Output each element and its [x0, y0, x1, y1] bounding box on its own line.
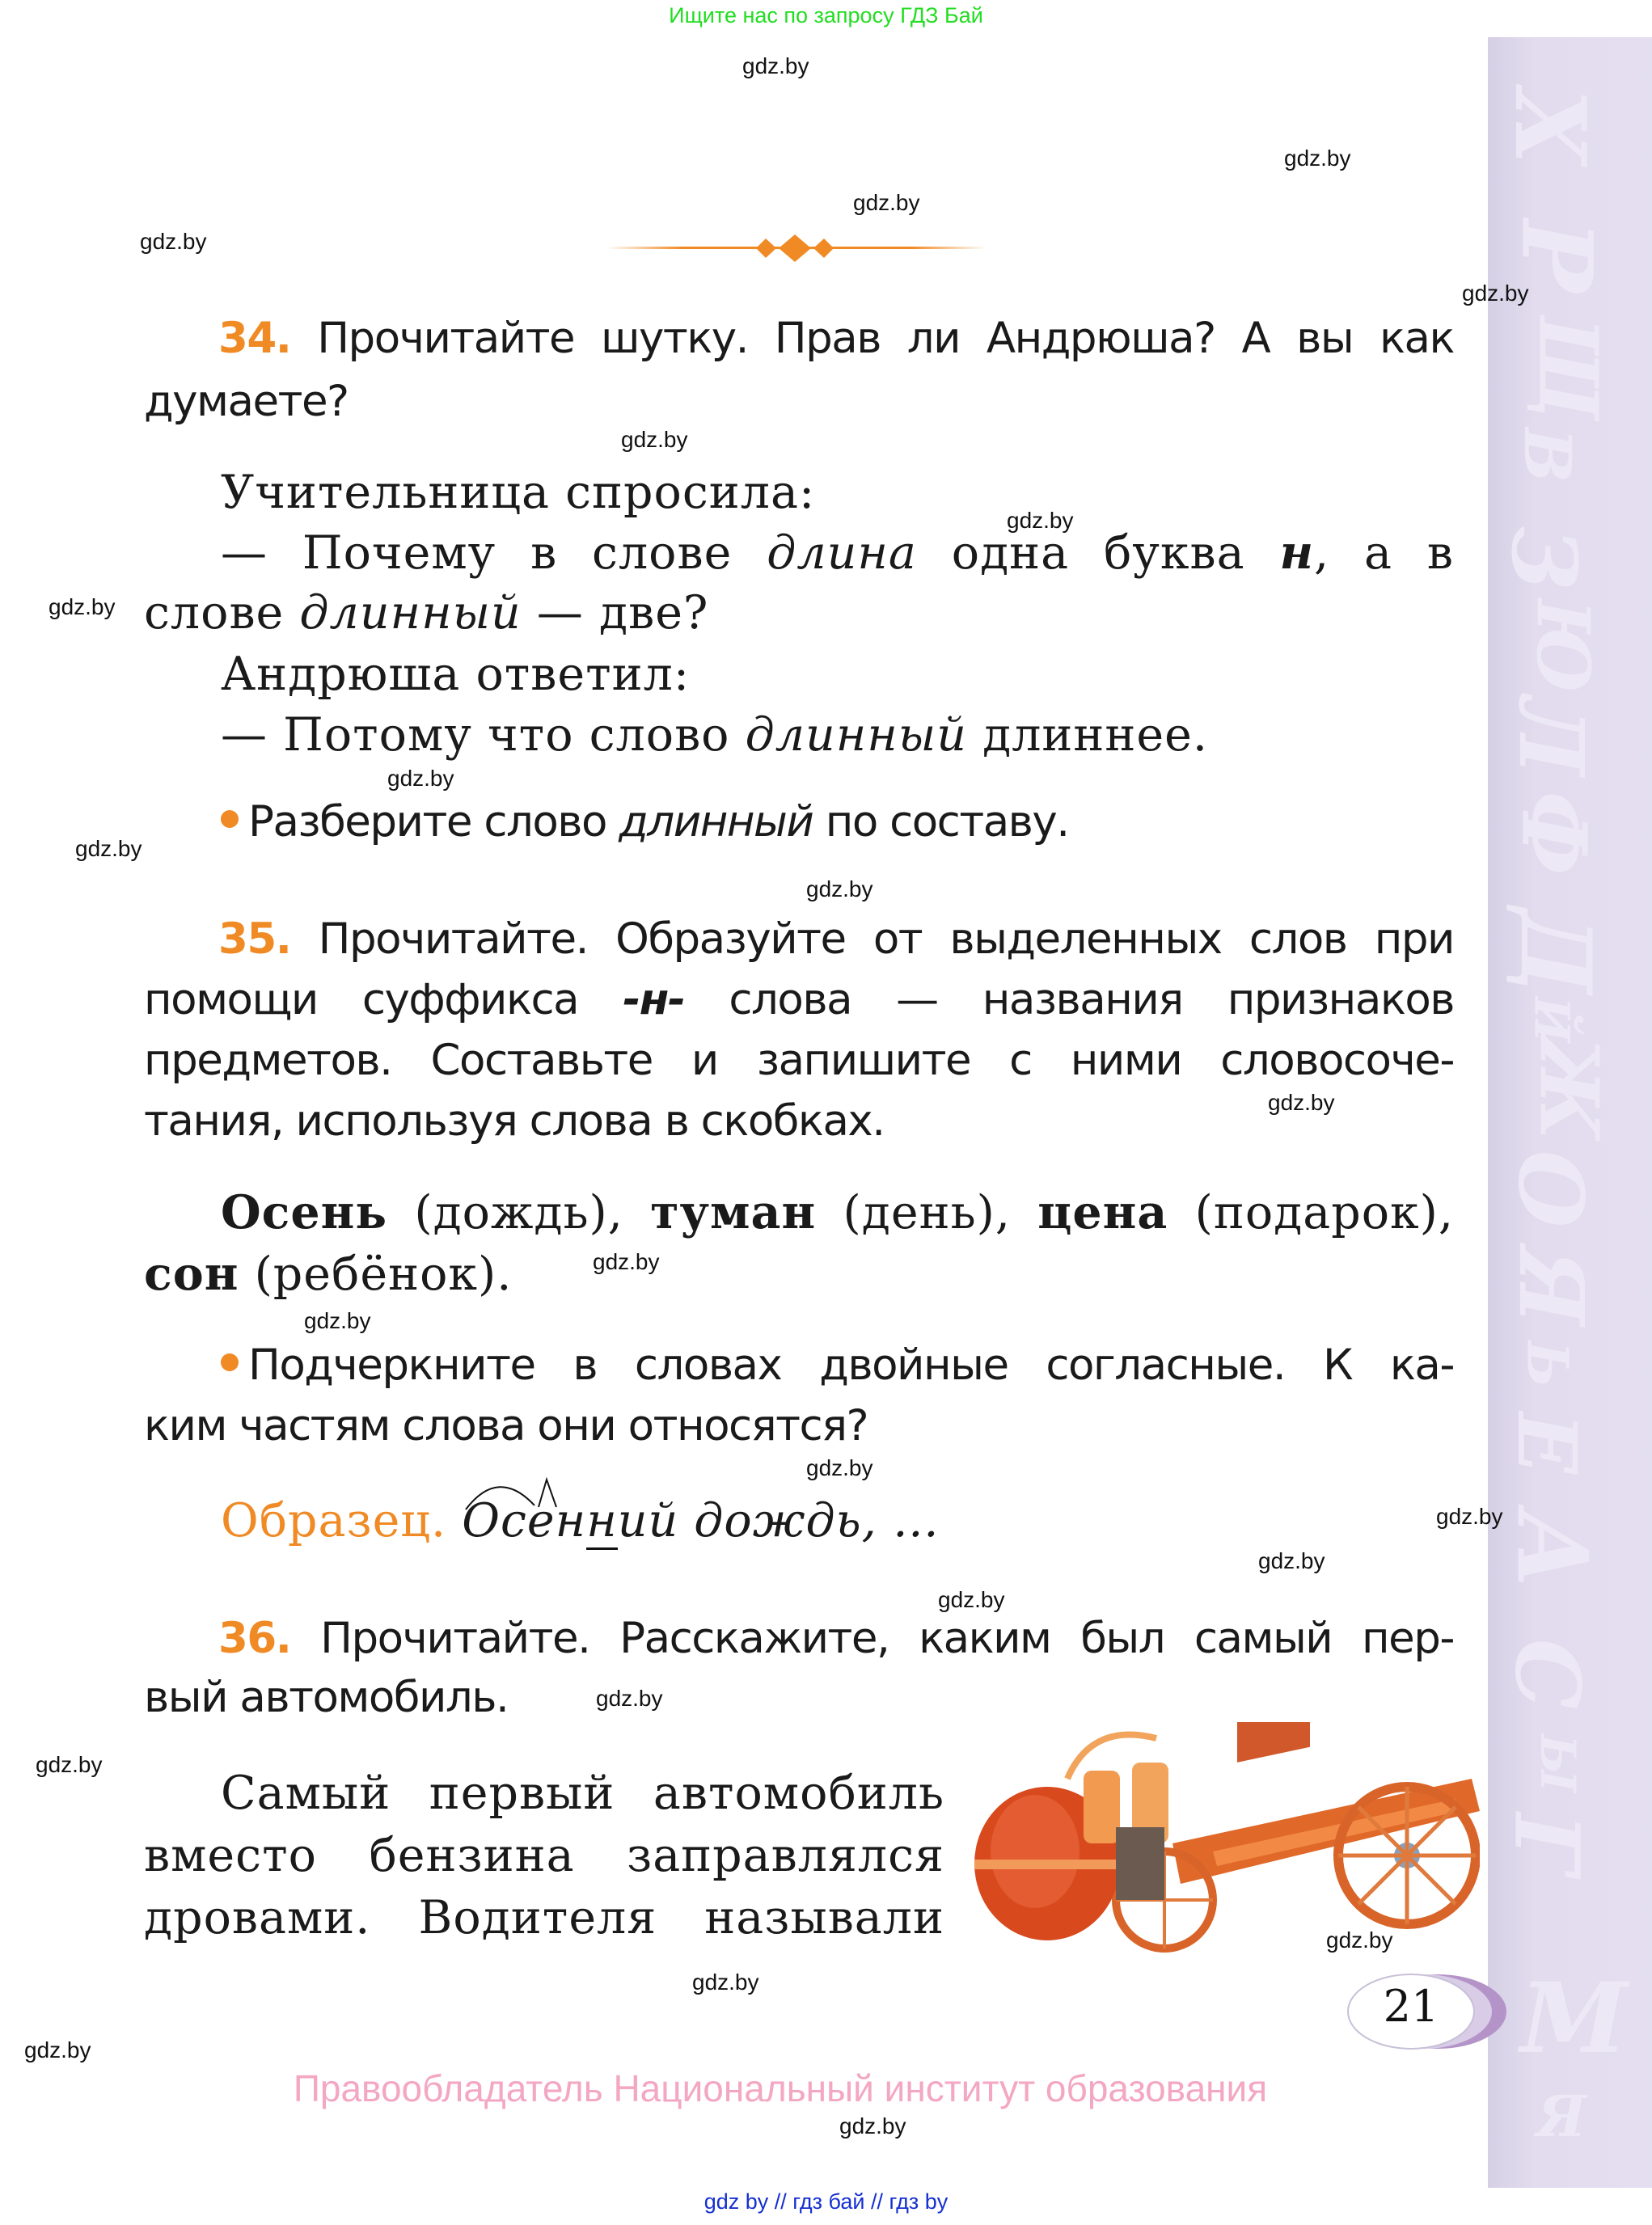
watermark: gdz.by	[75, 836, 142, 861]
italic-letter: н	[1279, 526, 1315, 580]
bold-word: цена	[1037, 1185, 1168, 1239]
word-ending: ий	[617, 1494, 679, 1547]
dialogue-line: Андрюша ответил:	[221, 648, 691, 701]
suffix: -н-	[623, 975, 685, 1024]
sample-word	[462, 1494, 694, 1547]
sidebar-letter: Ж	[1521, 1034, 1617, 1141]
story-line: дровами. Водителя называли	[144, 1891, 944, 1944]
watermark: gdz.by	[806, 876, 873, 901]
task-36-line: вый автомобиль.	[144, 1673, 509, 1722]
word-root: Осен	[462, 1494, 587, 1547]
bold-word: туман	[650, 1185, 817, 1239]
text: по составу.	[813, 797, 1069, 847]
sample-label: Образец.	[221, 1494, 447, 1547]
text: (подарок),	[1168, 1186, 1455, 1239]
task-number: 36.	[218, 1614, 291, 1663]
watermark: gdz.by	[742, 53, 809, 78]
text: , а в	[1314, 526, 1455, 580]
sidebar-letter: Ю	[1519, 599, 1606, 693]
sidebar-letter: Ь	[1514, 1340, 1582, 1388]
task-35-line: тания, используя слова в скобках.	[144, 1096, 885, 1146]
sidebar-letter: Я	[1536, 2083, 1587, 2150]
dialogue-line	[144, 586, 1454, 640]
bullet-icon	[221, 810, 239, 828]
watermark: gdz.by	[1326, 1927, 1393, 1953]
sidebar-letter: Щ	[1520, 315, 1616, 420]
italic-word: длинный	[299, 586, 522, 640]
search-banner: Ищите нас по запросу ГДЗ Бай	[669, 3, 983, 27]
watermark: gdz.by	[593, 1249, 660, 1274]
task-35-line	[144, 975, 1454, 1025]
task-36-heading	[144, 1614, 1454, 1664]
text: — Потому что слово	[221, 708, 746, 762]
task-34-heading-cont: думаете?	[144, 377, 349, 426]
sidebar-letter: М	[1520, 1961, 1628, 2075]
diamond-divider-icon	[606, 234, 987, 262]
root-arc-suffix-mark-icon	[462, 1473, 648, 1514]
task-34-bullet	[144, 797, 1531, 847]
text: одна буква	[916, 526, 1280, 580]
sample-line	[144, 1494, 1531, 1547]
story-line: вместо бензина заправлялся	[144, 1829, 944, 1882]
task-35-heading	[144, 914, 1454, 965]
watermark: gdz.by	[1258, 1548, 1325, 1573]
watermark: gdz.by	[938, 1587, 1005, 1612]
sidebar-letter: Г	[1494, 1813, 1599, 1875]
watermark: gdz.by	[24, 2037, 91, 2062]
text: длиннее.	[966, 708, 1208, 762]
sidebar-letter: Л	[1499, 696, 1604, 776]
italic-word: длинный	[619, 797, 813, 847]
watermark: gdz.by	[1268, 1090, 1335, 1115]
task-34-heading	[144, 314, 1454, 364]
watermark: gdz.by	[387, 766, 454, 791]
word-suffix: н	[586, 1494, 618, 1550]
sidebar-letter: Ф	[1502, 791, 1607, 876]
task-35-words	[144, 1186, 1454, 1239]
watermark: gdz.by	[839, 2113, 906, 2138]
dialogue-line	[144, 526, 1454, 580]
sidebar-letter: Ы	[1529, 1733, 1587, 1793]
task-number: 34.	[218, 314, 291, 363]
watermark: gdz.by	[806, 1455, 873, 1480]
decorative-alphabet-sidebar	[1488, 37, 1652, 2188]
watermark: gdz.by	[853, 190, 920, 215]
task-35-words	[144, 1248, 1454, 1301]
sidebar-letter: О	[1498, 1150, 1603, 1228]
text: помощи суффикса	[144, 975, 623, 1024]
watermark: gdz.by	[621, 427, 688, 452]
story-line: Самый первый автомобиль	[221, 1767, 944, 1820]
task-35-bullet-cont: ким частям слова они относятся?	[144, 1401, 868, 1450]
watermark: gdz.by	[140, 229, 207, 254]
watermark: gdz.by	[304, 1308, 371, 1333]
sidebar-letter: Е	[1499, 1412, 1595, 1475]
footer-links[interactable]: gdz by // гдз бай // гдз by	[703, 2189, 949, 2214]
watermark: gdz.by	[1284, 146, 1351, 171]
sidebar-letter: З	[1492, 526, 1597, 591]
bullet-icon	[221, 1353, 239, 1371]
sidebar-letter: А	[1494, 1509, 1609, 1590]
italic-word: длина	[767, 526, 917, 580]
text: Подчеркните в словах двойные согласные. К ка-	[248, 1340, 1454, 1390]
watermark: gdz.by	[1007, 508, 1074, 533]
text: (ребёнок).	[239, 1248, 513, 1301]
sidebar-letter: Д	[1498, 908, 1612, 994]
sidebar-letter: Х	[1493, 88, 1608, 165]
text: — две?	[521, 586, 709, 640]
task-35-line: предметов. Составьте и запишите с ними словосоче-	[144, 1036, 1454, 1085]
watermark: gdz.by	[1436, 1504, 1503, 1529]
sidebar-letter: В	[1509, 428, 1586, 483]
task-number: 35.	[218, 914, 291, 964]
steam-car-illustration	[970, 1722, 1480, 1965]
text: Разберите слово	[248, 797, 619, 847]
text: слове	[144, 586, 300, 640]
sidebar-letter: Я	[1499, 1246, 1604, 1326]
watermark: gdz.by	[596, 1686, 663, 1711]
watermark: gdz.by	[692, 1970, 759, 1995]
heading-text: Прочитайте. Расскажите, каким был самый пер-	[320, 1614, 1454, 1663]
sidebar-letter: С	[1495, 1638, 1600, 1710]
dialogue-line	[144, 708, 1531, 762]
italic-word: длинный	[745, 708, 967, 762]
page-number: 21	[1383, 1981, 1439, 2032]
heading-text: Прочитайте шутку. Прав ли Андрюша? А вы как	[317, 314, 1454, 363]
task-35-bullet	[144, 1340, 1454, 1391]
text: — Почему в слове	[221, 526, 767, 580]
text: дождь, …	[694, 1494, 940, 1547]
bold-word: Осень	[221, 1185, 388, 1239]
watermark: gdz.by	[36, 1752, 103, 1777]
watermark: gdz.by	[1462, 281, 1529, 306]
text: (день),	[816, 1186, 1038, 1239]
sidebar-letter: Й	[1523, 996, 1580, 1043]
text: (дождь),	[387, 1186, 651, 1239]
dialogue-line: Учительница спросила:	[221, 466, 816, 519]
heading-text: Прочитайте. Образуйте от выделенных слов при	[318, 914, 1454, 964]
copyright-notice: Правообладатель Национальный институт образования	[293, 2067, 1268, 2109]
text: слова — названия признаков	[684, 975, 1454, 1024]
watermark: gdz.by	[49, 594, 116, 619]
bold-word: сон	[144, 1247, 239, 1301]
sidebar-letter: Р	[1499, 219, 1614, 293]
